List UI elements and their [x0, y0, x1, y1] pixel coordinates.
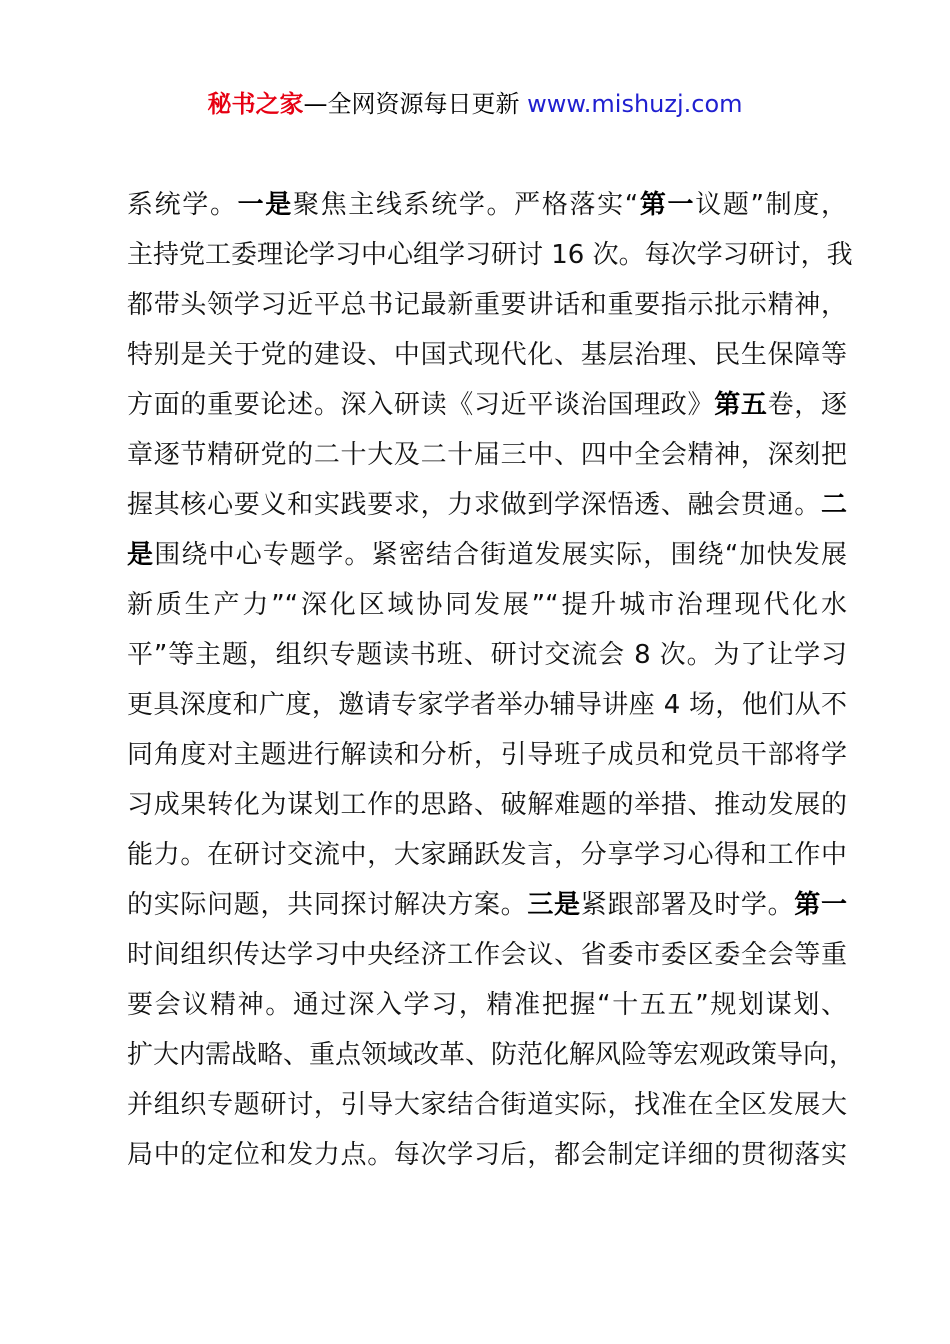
header-url-link[interactable]: www.mishuzj.com — [527, 90, 743, 118]
text-segment: 习成果转化为谋划工作的思路、破解难题的举措、推动发展的 — [127, 790, 847, 820]
text-segment: 聚焦主线系统学。严格落实“ — [292, 190, 639, 220]
text-line — [127, 1030, 856, 1080]
text-line — [127, 280, 847, 330]
text-line — [127, 580, 847, 630]
bold-text-segment: 三是 — [527, 890, 581, 920]
text-line — [127, 880, 847, 930]
bold-text-segment: 一是 — [237, 190, 293, 220]
text-line — [127, 430, 847, 480]
text-line — [127, 180, 847, 230]
text-segment: 并组织专题研讨，引导大家结合街道实际，找准在全区发展大 — [127, 1090, 847, 1120]
text-segment: 更具深度和广度，邀请专家学者举办辅导讲座 4 场，他们从不 — [127, 690, 847, 720]
bold-text-segment: 第一 — [638, 190, 696, 220]
text-line — [127, 1130, 847, 1180]
text-line — [127, 730, 847, 780]
text-line — [127, 1080, 847, 1130]
text-line — [127, 830, 847, 880]
text-segment: 系统学。 — [127, 190, 238, 220]
text-segment: 卷，逐 — [767, 390, 847, 420]
page-header — [0, 86, 950, 122]
text-line — [127, 530, 847, 580]
text-segment: 时间组织传达学习中央经济工作会议、省委市委区委全会等重 — [127, 940, 847, 970]
text-segment: 新质生产力”“深化区域协同发展”“提升城市治理现代化水 — [127, 590, 847, 620]
header-slogan: —全网资源每日更新 — [303, 90, 520, 118]
text-line — [127, 930, 847, 980]
text-segment: 章逐节精研党的二十大及二十届三中、四中全会精神，深刻把 — [127, 440, 847, 470]
text-segment: 紧跟部署及时学。 — [580, 890, 795, 920]
text-line — [127, 380, 847, 430]
document-body — [127, 180, 856, 1180]
text-line — [127, 780, 847, 830]
text-segment: 扩大内需战略、重点领域改革、防范化解风险等宏观政策导向， — [127, 1040, 856, 1070]
text-line — [127, 630, 847, 680]
text-line — [127, 480, 847, 530]
bold-text-segment: 是 — [127, 540, 155, 570]
text-line — [127, 230, 853, 280]
text-segment: 议题”制度， — [695, 190, 847, 220]
bold-text-segment: 第五 — [714, 390, 768, 420]
text-line — [127, 680, 847, 730]
text-segment: 握其核心要义和实践要求，力求做到学深悟透、融会贯通。 — [127, 490, 821, 520]
text-segment: 主持党工委理论学习中心组学习研讨 16 次。每次学习研讨，我 — [127, 240, 853, 270]
text-segment: 围绕中心专题学。紧密结合街道发展实际，围绕“加快发展 — [154, 540, 847, 570]
text-segment: 能力。在研讨交流中，大家踊跃发言，分享学习心得和工作中 — [127, 840, 847, 870]
bold-text-segment: 第一 — [794, 890, 847, 920]
text-segment: 平”等主题，组织专题读书班、研讨交流会 8 次。为了让学习 — [127, 640, 847, 670]
text-segment: 要会议精神。通过深入学习，精准把握“十五五”规划谋划、 — [127, 990, 847, 1020]
bold-text-segment: 二 — [820, 490, 847, 520]
text-segment: 特别是关于党的建设、中国式现代化、基层治理、民生保障等 — [127, 340, 847, 370]
header-brand: 秘书之家 — [207, 90, 304, 118]
text-segment: 都带头领学习近平总书记最新重要讲话和重要指示批示精神， — [127, 290, 847, 320]
text-segment: 的实际问题，共同探讨解决方案。 — [127, 890, 528, 920]
text-segment: 同角度对主题进行解读和分析，引导班子成员和党员干部将学 — [127, 740, 847, 770]
text-segment: 局中的定位和发力点。每次学习后，都会制定详细的贯彻落实 — [127, 1140, 847, 1170]
text-line — [127, 330, 847, 380]
text-segment: 方面的重要论述。深入研读《习近平谈治国理政》 — [127, 390, 715, 420]
text-line — [127, 980, 847, 1030]
